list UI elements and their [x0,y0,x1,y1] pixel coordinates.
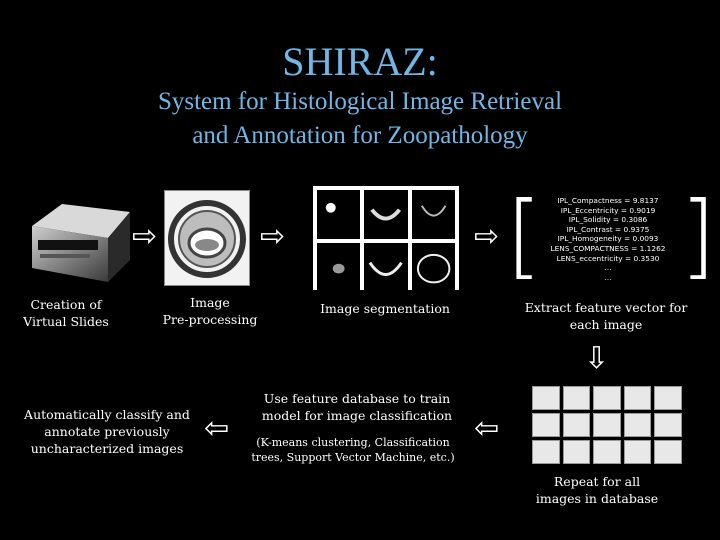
db-thumbnail [654,440,682,464]
arrow-right-icon: ⇨ [132,219,158,254]
page-title: SHIRAZ: [282,39,438,84]
subtitle-line-2: and Annotation for Zoopathology [192,122,528,149]
arrow-right-icon: ⇨ [260,219,286,254]
arrow-right-icon: ⇨ [474,219,500,254]
feature-value: LENS_eccentricity = 0.3530 [556,253,660,263]
feature-vector-list [536,196,680,282]
classify-caption: Automatically classify and annotate previously uncharacterized images [24,407,190,456]
feature-value: IPL_Eccentricity = 0.9019 [560,205,656,215]
train-model-caption: Use feature database to train model for image classification [261,391,453,423]
db-thumbnail [532,386,560,410]
db-thumbnail [563,440,591,464]
db-thumbnail [593,413,621,437]
arrow-left-icon: ⇦ [474,411,500,446]
close-bracket: ] [680,182,716,289]
db-thumbnail [624,413,652,437]
arrow-left-icon: ⇦ [204,411,230,446]
preprocessed-image [164,190,250,286]
db-thumbnail [624,440,652,464]
db-thumbnail [593,440,621,464]
db-thumbnail [563,386,591,410]
db-thumbnail [593,386,621,410]
image-database-grid [532,386,682,464]
train-model-note: (K-means clustering, Classification trees, Support Vector Machine, etc.) [251,436,455,464]
feature-value: IPL_Compactness = 9.8137 [557,196,659,205]
feature-value: … [604,263,612,273]
scanner-caption: Creation of Virtual Slides [23,297,109,329]
feature-value: IPL_Homogeneity = 0.0093 [557,234,659,244]
segment-tile [317,243,360,292]
feature-vector-caption: Extract feature vector for each image [524,300,688,332]
feature-value: IPL_Contrast = 0.9375 [566,224,650,234]
db-thumbnail [532,440,560,464]
db-thumbnail [654,413,682,437]
repeat-caption: Repeat for all images in database [535,474,659,506]
db-thumbnail [654,386,682,410]
db-thumbnail [624,386,652,410]
segment-tile [317,190,360,239]
feature-value: IPL_Solidity = 0.3086 [568,215,648,225]
segment-tile [364,243,407,292]
slide-scanner-image [22,198,132,284]
segment-tile [412,243,455,292]
preprocess-caption: Image Pre-processing [162,295,258,327]
segment-tile [364,190,407,239]
feature-value: … [604,272,612,282]
feature-value: LENS_COMPACTNESS = 1.1262 [550,243,666,253]
open-bracket: [ [506,182,542,289]
db-thumbnail [532,413,560,437]
segmentation-grid [313,186,459,290]
segment-tile [412,190,455,239]
db-thumbnail [563,413,591,437]
subtitle-line-1: System for Histological Image Retrieval [157,88,563,115]
segmentation-caption: Image segmentation [320,301,450,316]
arrow-down-icon: ⇩ [584,341,610,376]
